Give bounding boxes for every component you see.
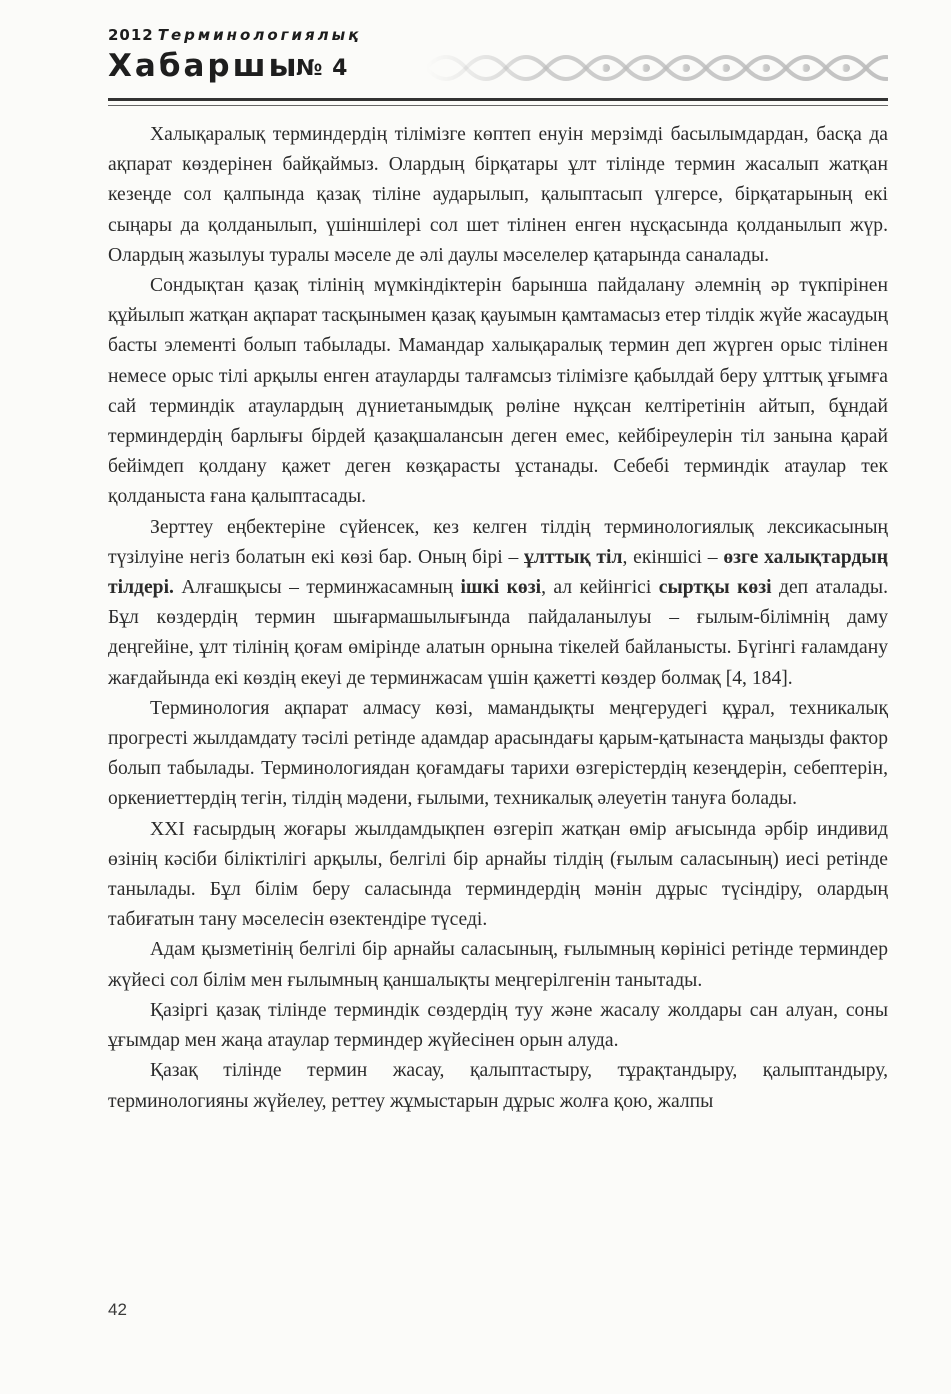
article-body — [108, 120, 888, 1117]
bold-term: сыртқы көзі — [658, 577, 772, 599]
text-run: Сондықтан қазақ тілінің мүмкіндіктерін барынша пайдалану әлемнің әр түкпірінен құйылып жатқан ақпарат тасқынымен қазақ қауымын қамтамасыз етер тілдік жүйе жасаудың басты элементі болып табылады. Мамандар халықаралық термин деп жүрген орыс тілінен немесе орыс тілі арқылы енген атауларды талғамсыз тілімізге қабылдай беру ұлттық ұғымға сай терминдік атаулардың дүниетанымдық рөліне нұқсан келтіретінін айтып, бұндай терминдердің барлығы бірдей қазақшалансын деген емес, кейбіреулерін тіл занына қарай бейімдеп қолдану қажет деген көзқарасты ұстанады. Себебі терминдік атаулар тек қолданыста ғана қалыптасады. — [108, 275, 888, 508]
page-header — [108, 20, 888, 110]
text-run: Адам қызметінің белгілі бір арнайы саласының, ғылымның көрінісі ретінде терминдер жүйесі сол білім мен ғылымның қаншалықты меңгерілгенін танытады. — [108, 939, 888, 991]
paragraph — [108, 815, 888, 936]
paragraph — [108, 120, 888, 271]
bold-term: ішкі көзі — [460, 577, 542, 599]
bold-term: өзге халықтардың тілдері. — [108, 546, 888, 599]
paragraph — [108, 996, 888, 1056]
text-run: Алғашқысы – терминжасамның — [173, 577, 461, 599]
bold-term: ұлттық тіл — [524, 546, 623, 568]
paragraph — [108, 935, 888, 995]
text-run: , ал кейінгісі — [541, 577, 659, 599]
text-run: Қазіргі қазақ тілінде терминдік сөздердің туу және жасалу жолдары сан алуан, соны ұғымдар мен жаңа атаулар терминдер жүйесінен орын алуда. — [108, 999, 888, 1052]
header-rule-thick — [108, 98, 888, 101]
text-run: Халықаралық терминдердің тілімізге көптеп енуін мерзімді басылымдардан, басқа да ақпарат көздерінен байқаймыз. Олардың бірқатары ұлт тілінде термин жасалып жатқан кезеңде сол қалпында қазақ тіліне аударылып, қалыптасып үлгерсе, бірқатарының екі сыңары да қолданылып, үшіншілері сол шет тілінен енген нұсқасында қолданылып жүр. Олардың жазылуы туралы мәселе де әлі даулы мәселелер қатарында саналады. — [108, 124, 888, 266]
journal-title: Хабаршы — [108, 48, 300, 84]
header-rule-thin — [108, 105, 888, 106]
text-run: Терминология ақпарат алмасу көзі, мамандықты меңгерудегі құрал, техникалық прогресті жылдамдату тәсілі ретінде адамдар арасындағы қарым-қатынаста маңызды фактор болып табылады. Терминологиядан қоғамдағы тарихи өзгерістердің кезеңдерін, себептерін, оркениеттердің тегін, тілдің мәдени, ғылыми, техникалық әлеуетін тануға болады. — [108, 697, 888, 810]
page-number: 42 — [108, 1300, 127, 1319]
journal-year: 2012 — [108, 26, 154, 44]
text-run: Қазақ тілінде термин жасау, қалыптастыру, тұрақтандыру, қалыптандыру, терминологияны жүйелеу, реттеу жұмыстарын дұрыс жолға қою, жалпы — [108, 1060, 888, 1112]
text-run: деп аталады. Бұл көздердің термин шығармашылығында пайдаланылуы – ғылым-білімнің даму деңгейіне, ұлт тілінің қоғам өмірінде алатын орнына тікелей байланысты. Бүгінгі ғаламдану жағдайында екі көздің екеуі де терминжасам үшін қажетті көздер болмақ [4, 184]. — [108, 577, 888, 689]
journal-subtitle: Терминологиялық — [157, 26, 362, 44]
journal-issue: № 4 — [296, 56, 349, 81]
ornament-pattern-icon — [426, 38, 888, 98]
paragraph — [108, 694, 888, 815]
journal-year-line — [108, 26, 361, 44]
text-run: Зерттеу еңбектеріне сүйенсек, кез келген тілдің терминологиялық лексикасының түзілуіне негіз болатын екі көзі бар. Оның бірі – — [108, 516, 888, 568]
text-run: , екіншісі – — [622, 546, 724, 568]
paragraph — [108, 271, 888, 513]
paragraph — [108, 513, 888, 694]
paragraph — [108, 1056, 888, 1116]
text-run: XXI ғасырдың жоғары жылдамдықпен өзгеріп жатқан өмір ағысында әрбір индивид өзінің кәсіби біліктілігі арқылы, белгілі бір арнайы тілдің (ғылым саласының) иесі ретінде танылады. Бұл білім беру саласында терминдердің мәнін дұрыс түсіндіру, олардың табиғатын тану мәселесін өзектендіре түседі. — [108, 818, 888, 931]
